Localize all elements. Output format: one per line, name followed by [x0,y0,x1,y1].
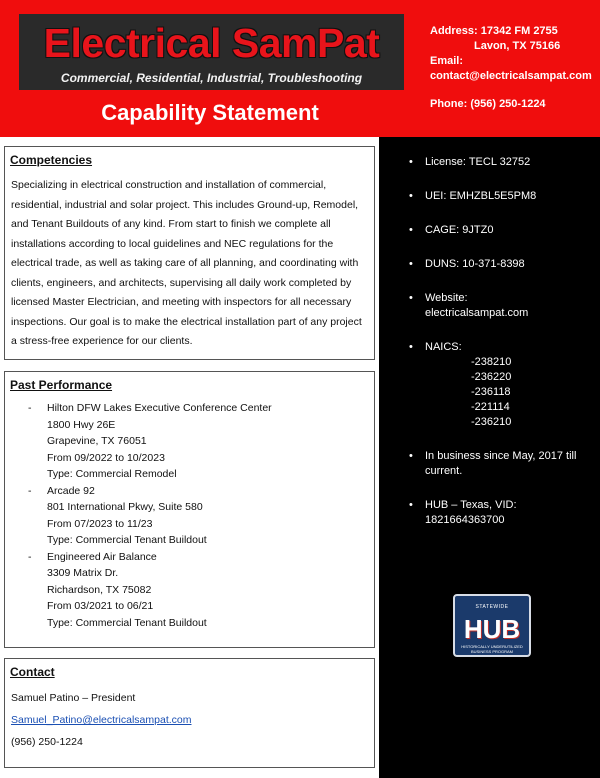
project-item [28,400,374,483]
duns-text: DUNS: 10-371-8398 [425,258,525,270]
hub-logo-word: HUB [463,614,521,644]
naics-code: -238210 [471,356,512,368]
competencies-heading: Competencies [10,153,93,167]
project-item [28,549,374,632]
sidebar-list [409,155,594,547]
naics-label: NAICS: [425,341,462,353]
project-line: Type: Commercial Tenant Buildout [47,534,207,546]
sidebar-item-duns [409,257,594,272]
bullet-icon: • [409,224,413,236]
naics-code: -236220 [471,371,512,383]
bullet-icon: • [409,292,413,304]
address-line1: Address: 17342 FM 2755 [430,25,558,37]
project-line: From 07/2023 to 11/23 [47,517,153,530]
project-line: 1800 Hwy 26E [47,418,116,431]
past-performance-section [4,371,375,648]
page-title: Capability Statement [101,100,319,125]
naics-codes [425,355,594,430]
bullet-icon: • [409,258,413,270]
hub-logo [453,594,531,657]
sidebar [379,137,600,778]
in-business-text: In business since May, 2017 till current. [425,450,577,477]
competencies-text: Specializing in electrical construction and installation of commercial, residential, industrial and solar project. This includes Ground-up, Remodel, and Tenant Buildouts of any kind. From start to finish we complete all installations according to local guidelines and NEC regulations for the electrical trade, as well as taking care of all planning, and coordinating with clients, engineers, and architects, supervising all daily work completed by licensed Master Electrician, and meeting with inspectors for all necessary inspections. Our goal is to make the electrical installation part of any project a stress-free experience for our clients. [11,179,362,347]
contact-email-link[interactable]: Samuel_Patino@electricalsampat.com [11,714,192,726]
website-link[interactable]: electricalsampat.com [425,307,529,319]
project-line: 801 International Pkwy, Suite 580 [47,501,203,513]
project-line: Grapevine, TX 76051 [47,435,147,447]
bullet-icon: • [409,499,413,511]
sidebar-item-uei [409,189,594,204]
project-line: From 03/2021 to 06/21 [47,600,154,612]
sidebar-item-hub [409,498,594,528]
project-line: Richardson, TX 75082 [47,583,152,596]
contact-name: Samuel Patino – President [11,692,136,704]
dash-bullet: - [28,550,32,563]
dash-bullet: - [28,484,32,497]
website-label: Website: [425,292,468,304]
company-tagline: Commercial, Residential, Industrial, Troubleshooting [60,71,363,85]
company-logo [19,14,404,90]
hub-logo-top: STATEWIDE [475,604,509,610]
sidebar-item-naics [409,340,594,430]
company-name: Electrical SamPat [43,20,380,66]
header-email-link[interactable]: contact@electricalsampat.com [430,70,592,82]
license-text: License: TECL 32752 [425,156,531,168]
sidebar-item-in-business [409,449,594,479]
project-line: Type: Commercial Tenant Buildout [47,616,207,629]
sidebar-item-website [409,291,594,321]
header-phone: Phone: (956) 250-1224 [430,98,546,110]
bullet-icon: • [409,190,413,202]
naics-code: -221114 [471,401,510,413]
cage-text: CAGE: 9JTZ0 [425,224,494,236]
bullet-icon: • [409,156,413,168]
sidebar-item-license [409,155,594,170]
naics-code: -236118 [471,386,511,398]
past-performance-heading: Past Performance [10,378,113,392]
naics-code: -236210 [471,416,512,428]
contact-section [4,658,375,768]
project-list [28,400,374,631]
project-line: From 09/2022 to 10/2023 [47,451,165,464]
hub-text: HUB – Texas, VID: 1821664363700 [425,499,517,526]
contact-heading: Contact [10,665,55,679]
header-contact [430,24,598,110]
project-line: 3309 Matrix Dr. [47,567,119,579]
project-item [28,483,374,549]
project-name: Engineered Air Balance [47,550,157,563]
email-label: Email: [430,55,464,67]
project-line: Type: Commercial Remodel [47,468,177,480]
contact-phone: (956) 250-1224 [11,736,83,748]
address-line2: Lavon, TX 75166 [474,40,561,52]
project-name: Arcade 92 [47,484,95,497]
competencies-section [4,146,375,360]
dash-bullet: - [28,402,32,414]
project-name: Hilton DFW Lakes Executive Conference Center [47,402,272,414]
hub-logo-sub: HISTORICALLY UNDERUTILIZED BUSINESS PROGRAM [461,644,523,654]
uei-text: UEI: EMHZBL5E5PM8 [425,190,537,202]
bullet-icon: • [409,341,413,353]
sidebar-item-cage [409,223,594,238]
bullet-icon: • [409,450,413,462]
header [0,0,600,137]
